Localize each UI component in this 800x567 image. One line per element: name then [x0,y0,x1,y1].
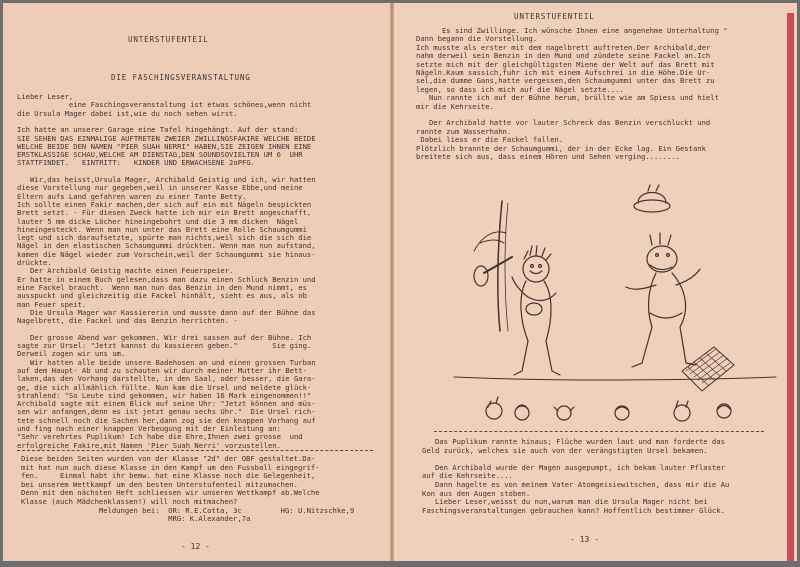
body-line: Kon aus den Augen stoben. [422,488,531,498]
body-line: man Feuer speit. [17,299,87,309]
body-line: breitete sich aus, dass einem Hören und Sehen verging........ [416,152,680,161]
left-page-header: UNTERSTUFENTEIL [128,35,209,44]
body-line: drückte. [17,258,52,267]
body-line: hineingesteckt. Wenn man nun unter das Brett eine Rolle Schaumgummi [17,224,307,234]
body-line: rannte zum Wasserhahn. [416,126,512,136]
left-page-number: - 12 - [181,542,210,551]
body-line: ge, die sich allmählich füllte. Nun kam die Ursel und meldete glück- [17,382,312,392]
body-line: strahlend: "So Leute sind gekommen, wir haben 16 Mark eingenommen!!" [17,390,312,400]
body-line: kamen die Nägel wieder zum Vorschein,weil der Schaumgummi sie hinaus- [17,249,316,259]
body-line: mir die Kehrseite. [416,101,494,111]
body-line: Die Ursula Mager war Kassiererin und musste dann auf der Bühne das [17,307,316,317]
body-line: die Ursula Mager dabei ist,wie du noch sehen wirst. [17,108,238,118]
body-line: STATTFINDET. EINTRITT: KINDER UND ERWACHSENE 2oPFG. [17,158,255,168]
body-line: Wir hatten alle beide unsere Badehosen an und einen grossen Turban [17,357,316,367]
footer-line: Meldungen bei: OR: R.E.Cotta, 3c HG: U.Nitzschke,9 [21,505,355,515]
footer-line: mit hat nun auch diese Klasse in den Kampf um den Fussball eingegrif- [21,462,320,472]
body-line: Ich musste als erster mit dem nagelbrett auftreten.Der Archibald,der [416,42,711,52]
body-line: Derweil zogen wir uns um. [17,349,126,359]
body-line: Geld zurück, welches sie auch von der verängstigten Ursel bekamen. [422,445,708,455]
body-line: Nägeln.Kaum sassich,fuhr ich mit einem Aufschrei in die Höhe.Die Ur- [416,68,711,77]
footer-line: MRG: K.Alexander,7a [21,514,251,524]
body-line: sen wir anfangen,denn es ist jetzt genau sechs Uhr." Die Ursel rich- [17,407,316,417]
body-line: "Sehr verehrtes Puplikum! Ich habe die Ehre,Ihnen zwei grosse und [17,432,303,442]
body-line: Dann hagelte es von meinem Vater Atomgeisiewitschen, dass mir die Au [422,480,730,489]
body-line: lauter 5 mm dicke Löcher hineingebohrt und die 3 mm dicken Nägel [17,216,299,226]
body-line: Lieber Leser, [17,92,74,101]
body-line: Das Puplikum rannte hinaus; Flüche wurden laut und man forderte das [422,437,725,446]
body-line: laken,das den Vorhang darstellte, in den Saal, oder besser, die Gara- [17,374,316,384]
footer-line: bei unserem Wettkampf um den besten Unterstufenteil mitzumachen. [21,479,298,489]
body-line: setzte mich mit der gleichgültigsten Miene der Welt auf das Brett mit [416,59,715,69]
footer-line: Denn mit dem nächsten Heft schliessen wir unseren Wettkampf ab.Welche [21,488,320,498]
body-line: WELCHE BEIDE DEN NAMEN "PIER SUAH NERRI" HABEN,SIE ZEIGEN IHNEN EINE [17,141,312,151]
right-page-number: - 13 - [570,535,599,544]
body-line: eine Faschingsveranstaltung ist etwas schönes,wenn nicht [17,100,312,110]
body-line: ERSTKLASSIGE SCHAU,WELCHE AM DIENSTAG,DEN SOUNDSOVIELTEN UM 6 UHR [17,150,303,160]
body-line: Ich sollte einen Fakir machen,der sich auf ein mit Nägeln bespickten [17,199,312,209]
footer-divider [17,450,373,451]
right-page-header: UNTERSTUFENTEIL [514,12,595,21]
body-line: Brett setzt. - Für diesen Zweck hatte ich mir ein Brett angeschafft, [17,208,312,218]
body-line: Ich hatte an unserer Garage eine Tafel hingehängt. Auf der stand: [17,125,299,135]
body-line: und fing nach einer knappen Verbeugung mit der Einleitung an: [17,424,281,433]
body-line: Nagelbrett, die Fackel und das Benzin herrichten. - [17,316,238,326]
body-line: Den Archibald wurde der Magen ausgepumpt, ich bekam lauter Pflaster [422,462,725,472]
body-line: Der Archibald hatte vor lauter Schreck das Benzin verschluckt und [416,118,711,128]
body-line: legt und sich daraufsetzte, spürte man nichts,weil sich die sich die [17,233,312,243]
illustration-divider [434,431,764,432]
body-line: Der grosse Abend war gekommen. Wir drei sassen auf der Bühne. Ich [17,332,312,342]
body-line: diese Vorstellung nur gegeben,weil in unserer Kasse Ebbe,und meine [17,183,303,193]
body-line: Eltern aufs Land gefahren waren zu einer Tante Betty. [17,191,247,201]
body-line: Er hatte in einem Buch gelesen,dass man dazu einen Schluck Benzin und [17,274,316,284]
body-line: tete schnell noch die Sachen her,dann zog sie den knappen Vorhang auf [17,415,316,425]
fakir-illustration [424,181,784,431]
body-line: legen, so dass ich mich auf die Nägel setzte.... [416,84,624,94]
body-line: auf die Kehrseite.... [422,471,513,481]
body-line: Der Archibald Geistig machte einen Feuerspeier. [17,266,234,276]
body-line: eine Fackel braucht. Wenn man nun das Benzin in den Mund nimmt, es [17,282,307,292]
footer-line: Diese beiden Seiten wurden von der Klasse "2d" der OBF gestaltet.Da- [21,454,316,463]
body-line: erfolgreiche Fakire,mit Namen 'Pier Suah Nerri' vorzustellen. [17,440,281,450]
body-line: Nun rannte ich auf der Bühne herum, brüllte wie am Spiess und hielt [416,93,719,103]
body-line: Plötzlich brannte der Schaumgummi, der in der Ecke lag. Ein Gestank [416,143,706,153]
left-page-title: DIE FASCHINGSVERANSTALTUNG [111,73,251,82]
body-line: Lieber Leser,weisst du nun,warum man die Ursula Mager nicht bei [422,497,708,507]
body-line: auf dem Haupt- Ab und zu schauten wir durch meiner Mutter ihr Bett- [17,365,307,375]
body-line: nahm derweil sein Benzin in den Mund und zündete seine Fackel an.Ich [416,51,711,61]
body-line: Dann begann die Vorstellung. [416,34,538,44]
body-line: Nägel in den elastischen Schaumgummi drückten. Wenn man nun aufstand, [17,241,316,251]
body-line: Es sind Zwillinge. Ich wünsche Ihnen eine angenehme Unterhaltung " [416,26,728,35]
body-line: SIE SEHEN DAS EINMALIGE AUFTRETEN ZWEIER ZWILLINGSFAKIRE WELCHE BEIDE [17,133,316,143]
body-line: Dabei liess er die Fackel fallen. [416,135,564,145]
left-page [3,3,391,561]
body-line: Faschingsveranstaltungen gebrauchen kann? Hoffentlich bestimmer Glück. [422,505,725,515]
right-page [393,3,797,561]
body-line: sagte zur Ursel: "Jetzt kannst du kassieren geben." Sie ging. [17,341,312,350]
body-line: sel,die dumme Gans,hatte vergessen,den Schaumgummi unter das Brett zu [416,76,715,86]
body-line: ausspuckt und gleichzeitig die Fackel hinhält, sieht es aus, als ob [17,291,307,301]
margin-stamp [787,13,794,561]
body-line: Wir,das heisst,Ursula Mager, Archibald Geistig und ich, wir hatten [17,175,316,184]
body-line: Archibald sagte mit einem Blick auf seine Uhr: "Jetzt können and müs- [17,399,316,409]
footer-line: fen. Einmal habt ihr bemw. hat eine Klasse noch die Gelegenheit, [21,471,316,481]
footer-line: Klasse (auch Mädchenklassen!) will noch mitmachen? [21,497,238,506]
